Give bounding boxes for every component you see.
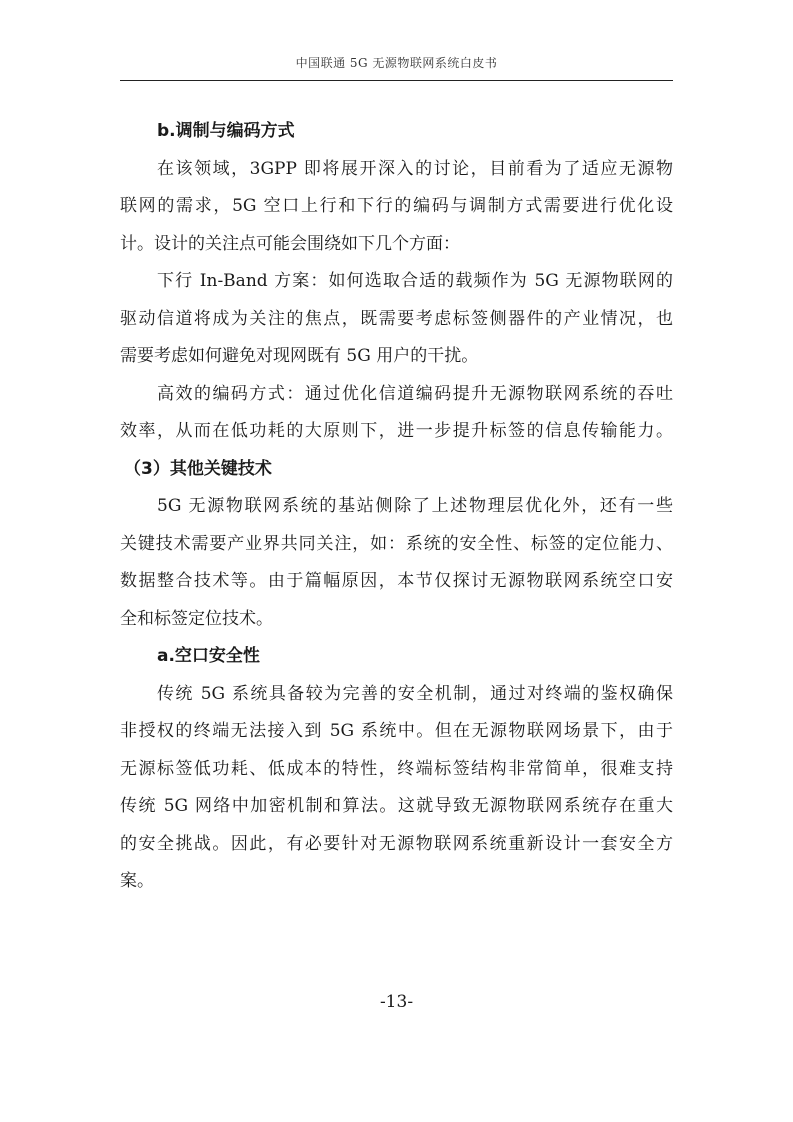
text-line: 下行 In-Band 方案：如何选取合适的载频作为 5G 无源物联网的	[157, 271, 673, 291]
text-line: 5G 无源物联网系统的基站侧除了上述物理层优化外，还有一些	[157, 496, 673, 516]
text-line: 无源标签低功耗、低成本的特性，终端标签结构非常简单，很难支持	[120, 758, 673, 779]
text-line: 需要考虑如何避免对现网既有 5G 用户的干扰。	[120, 346, 479, 366]
text-line: 驱动信道将成为关注的焦点，既需要考虑标签侧器件的产业情况，也	[120, 308, 673, 329]
section-heading-modulation-coding: b.调制与编码方式	[157, 121, 295, 141]
text-line: 非授权的终端无法接入到 5G 系统中。但在无源物联网场景下，由于	[120, 721, 673, 741]
paragraph	[120, 676, 673, 901]
text-line: 的安全挑战。因此，有必要针对无源物联网系统重新设计一套安全方	[120, 833, 673, 854]
page-number: -13-	[379, 992, 414, 1012]
document-body	[120, 113, 673, 901]
page-header: 中国联通 5G 无源物联网系统白皮书	[295, 56, 498, 70]
text-line: 传统 5G 网络中加密机制和算法。这就导致无源物联网系统存在重大	[120, 796, 673, 816]
paragraph	[120, 263, 673, 376]
text-line: 计。设计的关注点可能会围绕如下几个方面：	[120, 233, 460, 254]
header-divider	[120, 80, 673, 81]
text-line: 关键技术需要产业界共同关注，如：系统的安全性、标签的定位能力、	[120, 533, 673, 554]
text-line: 在该领域，3GPP 即将展开深入的讨论，目前看为了适应无源物	[157, 158, 673, 179]
section-heading-air-interface-security: a.空口安全性	[157, 646, 260, 666]
text-line: 高效的编码方式：通过优化信道编码提升无源物联网系统的吞吐	[157, 383, 673, 404]
paragraph	[120, 488, 673, 638]
section-heading-other-key-tech: （3）其他关键技术	[124, 458, 272, 479]
text-line: 全和标签定位技术。	[120, 608, 273, 629]
paragraph	[120, 376, 673, 451]
text-line: 效率，从而在低功耗的大原则下，进一步提升标签的信息传输能力。	[120, 421, 673, 441]
text-line: 传统 5G 系统具备较为完善的安全机制，通过对终端的鉴权确保	[157, 683, 673, 704]
paragraph	[120, 151, 673, 264]
text-line: 数据整合技术等。由于篇幅原因，本节仅探讨无源物联网系统空口安	[120, 571, 673, 591]
text-line: 案。	[120, 871, 154, 891]
text-line: 联网的需求，5G 空口上行和下行的编码与调制方式需要进行优化设	[120, 196, 673, 216]
